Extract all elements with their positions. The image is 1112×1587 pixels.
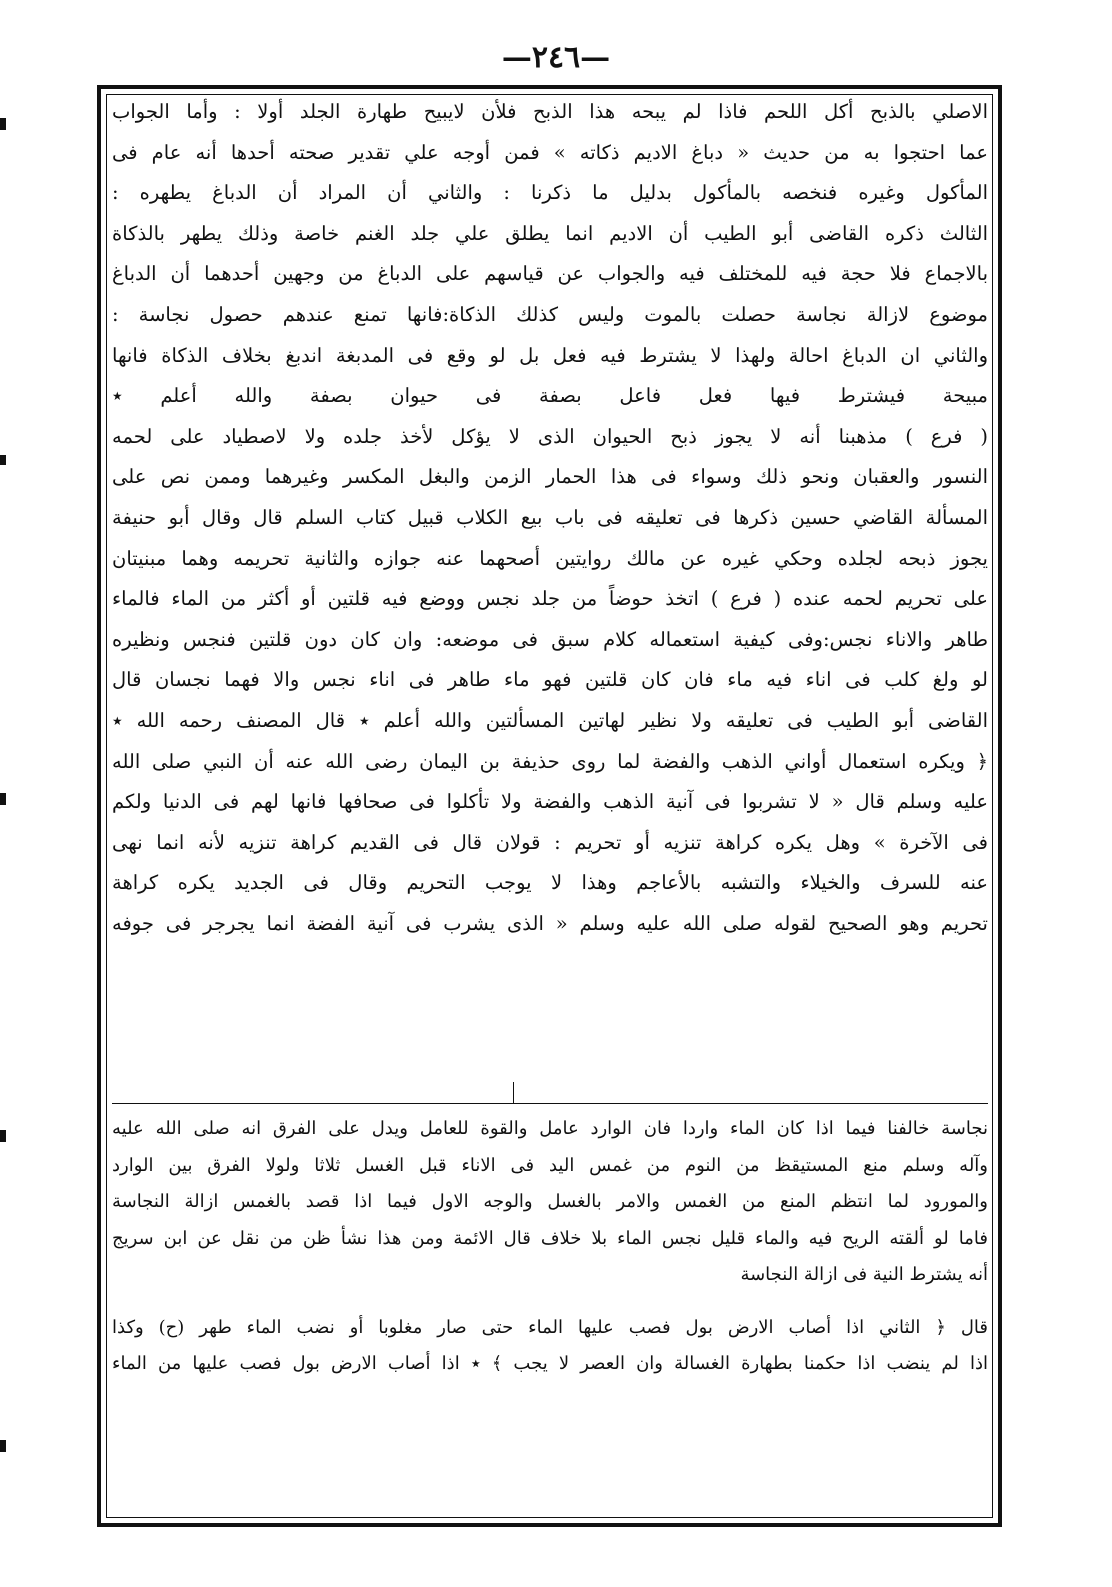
page-number: —٢٤٦— [501, 40, 611, 75]
text-line: بالاجماع فلا حجة فيه للمختلف فيه والجواب عن قياسهم على الدباغ من وجهين أحدهما أن الدباغ [112, 262, 988, 286]
text-line: تحريم وهو الصحيح لقوله صلى الله عليه وسلم « الذى يشرب فى آنية الفضة انما يجرجر فى جوفه [112, 911, 988, 935]
text-line: ( فرع ) مذهبنا أنه لا يجوز ذبح الحيوان الذى لا يؤكل لأخذ جلده ولا لاصطياد على لحمه [112, 424, 988, 448]
text-line: عما احتجوا به من حديث « دباغ الاديم ذكاته » فمن أوجه علي تقدير صحته أحدها أنه عام فى [112, 140, 988, 164]
text-line: والثاني ان الدباغ احالة ولهذا لا يشترط فيه فعل بل لو وقع فى المدبغة اندبغ بخلاف الذكاة فانها [112, 343, 988, 367]
footnote-body [112, 1111, 988, 1383]
column-divider [513, 1082, 514, 1104]
text-line: النسور والعقبان ونحو ذلك وسواء فى هذا الحمار الزمن والبغل المكسر وغيرهما وممن نص على [112, 465, 988, 489]
main-text-body [112, 92, 988, 944]
footnote-line: نجاسة خالفنا فيما اذا كان الماء واردا فان الوارد عامل والقوة للعامل ويدل على الفرق انه صلى الله عليه [112, 1118, 988, 1139]
text-line: المسألة القاضي حسين ذكرها فى تعليقه فى باب بيع الكلاب قبيل كتاب السلم قال وقال أبو حنيفة [112, 505, 988, 529]
text-line: المأكول وغيره فنخصه بالمأكول بدليل ما ذكرنا : والثاني أن المراد أن الدباغ يطهره : [112, 181, 988, 205]
text-line: على تحريم لحمه عنده ( فرع ) اتخذ حوضاً من جلد نجس ووضع فيه قلتين أو أكثر من الماء فالماء [112, 587, 988, 611]
footnote-line: أنه يشترط النية فى ازالة النجاسة [740, 1264, 988, 1285]
footnote-gap [112, 1294, 988, 1310]
text-line: لو ولغ كلب فى اناء فيه ماء فان كان قلتين فهو ماء طاهر فى اناء نجس والا فهما نجسان قال [112, 668, 988, 692]
text-line: القاضى أبو الطيب فى تعليقه ولا نظير لهاتين المسألتين والله أعلم ٭ قال المصنف رحمه الله ٭ [112, 708, 988, 732]
text-line: الاصلي بالذبح أكل اللحم فاذا لم يبحه هذا الذبح فلأن لايبيح طهارة الجلد أولا : وأما الجواب [112, 100, 988, 123]
margin-mark [0, 1440, 6, 1452]
text-line: يجوز ذبحه لجلده وحكي غيره عن مالك روايتين أصحهما عنه جوازه والثانية تحريمه وهما مبنيتان [112, 546, 988, 570]
footnote-separator [112, 1103, 988, 1104]
text-line: مبيحة فيشترط فيها فعل فاعل بصفة فى حيوان بصفة والله أعلم ٭ [112, 384, 988, 408]
text-line: الثالث ذكره القاضى أبو الطيب أن الاديم انما يطلق علي جلد الغنم خاصة وذلك يطهر بالذكاة [112, 221, 988, 245]
footnote-line: اذا لم ينضب اذا حكمنا بطهارة الغسالة وان العصر لا يجب ﴾ ٭ اذا أصاب الارض بول فصب عليها من الماء [112, 1353, 988, 1374]
margin-mark [0, 793, 6, 805]
text-line: عنه للسرف والخيلاء والتشبه بالأعاجم وهذا لا يوجب التحريم وقال فى الجديد يكره كراهة [112, 871, 988, 895]
footnote-line: قال ﴿ الثاني اذا أصاب الارض بول فصب عليها الماء حتى صار مغلوبا أو نضب الماء طهر (ح) وكذا [112, 1316, 988, 1338]
text-line: موضوع لازالة نجاسة حصلت بالموت وليس كذلك الذكاة:فانها تمنع عندهم حصول نجاسة : [112, 302, 988, 326]
text-line: طاهر والاناء نجس:وفى كيفية استعماله كلام سبق فى موضعه: وان كان دون قلتين فنجس ونظيره [112, 627, 988, 651]
text-line: ﴿ ويكره استعمال أواني الذهب والفضة لما روى حذيفة بن اليمان رضى الله عنه أن النبي صلى الله [112, 749, 988, 773]
footnote-line: وآله وسلم منع المستيقظ من النوم من غمس اليد فى الاناء قبل الغسل ثلاثا ولولا الفرق بين الوارد [112, 1154, 988, 1176]
margin-mark [0, 118, 6, 130]
margin-mark [0, 1130, 6, 1142]
text-line: فى الآخرة » وهل يكره كراهة تنزيه أو تحريم : قولان قال فى القديم كراهة تنزيه لأنه انما نهى [112, 830, 988, 854]
footnote-line: فاما لو ألقته الريح فيه والماء قليل نجس الماء بلا خلاف قال الائمة ومن هذا نشأ ظن من نقل عن ابن سريج [112, 1227, 988, 1249]
footnote-line: والمورود لما انتظم المنع من الغمس والامر بالغسل والوجه الاول فيما اذا قصد بالغمس ازالة النجاسة [112, 1191, 988, 1212]
margin-mark [0, 455, 6, 465]
text-line: عليه وسلم قال « لا تشربوا فى آنية الذهب والفضة ولا تأكلوا فى صحافها فانها لهم فى الدنيا ولكم [112, 790, 988, 814]
